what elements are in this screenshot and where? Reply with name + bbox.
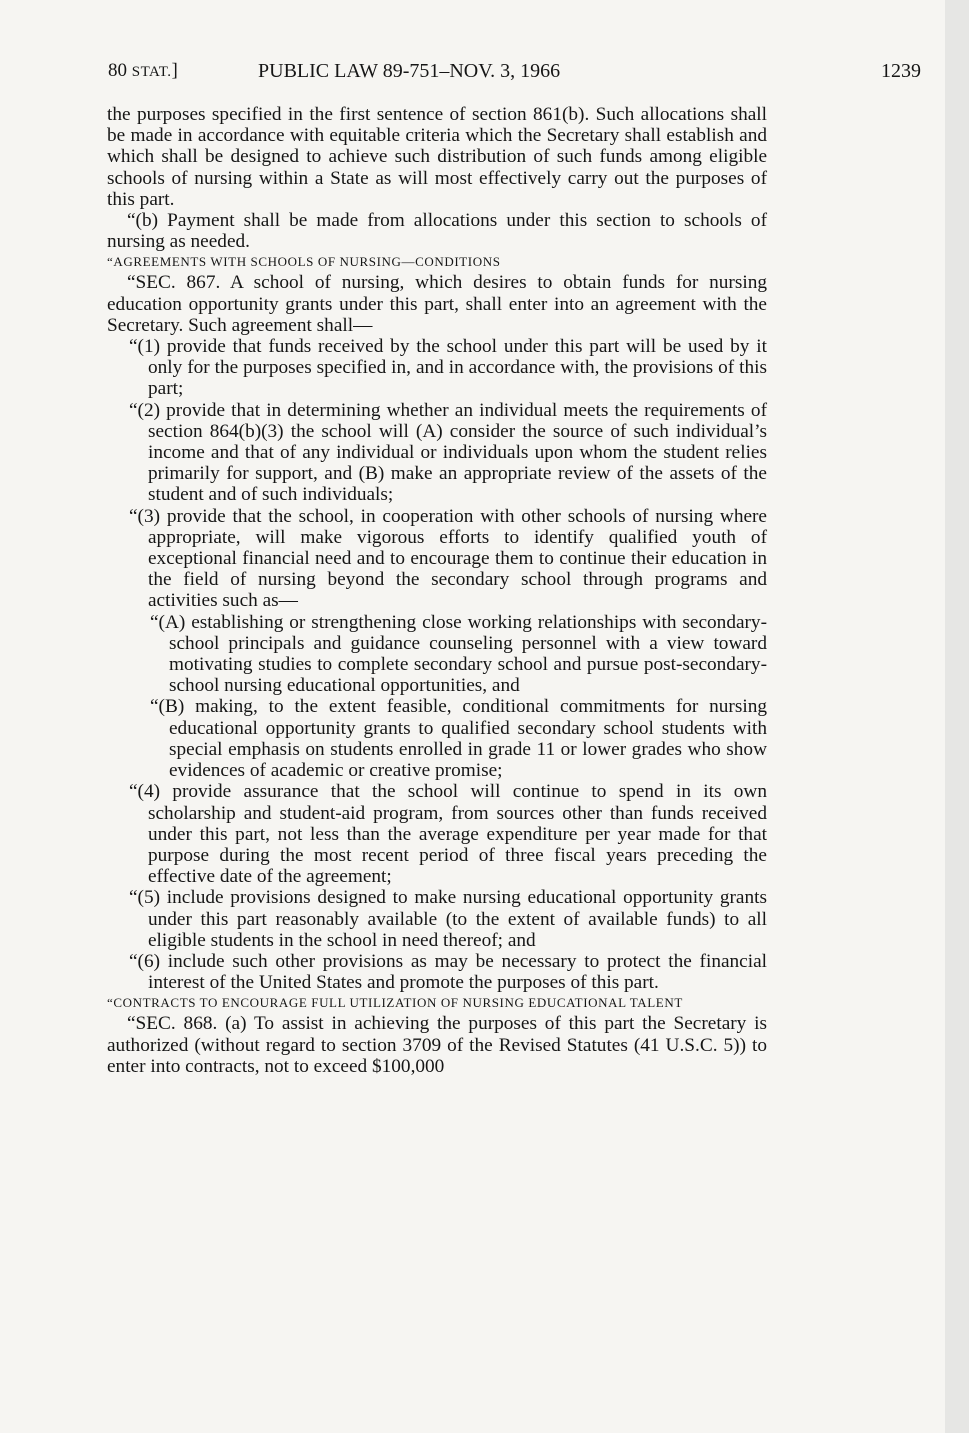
header-citation [108,60,178,82]
section-868-text: “SEC. 868. (a) To assist in achieving the purposes of this part the Secretary is authorized (without regard to section 3709 of the Revised Statutes (41 U.S.C. 5)) to enter into contracts, not to exceed $100,000 [107,1013,767,1077]
clause-3a: “(A) establishing or strengthening close working relationships with secondary-school principals and guidance counseling personnel with a view toward motivating studies to complete secondary school and pursue post-secondary-school nursing educational opportunities, and [150,611,767,697]
section-heading-agreements: “AGREEMENTS WITH SCHOOLS OF NURSING—CONDITIONS [107,254,501,270]
stat-label: STAT. [131,64,172,80]
clause-3b: “(B) making, to the extent feasible, conditional commitments for nursing educational opportunity grants to qualified secondary school students with special emphasis on students enrolled in grade 11 or lower grades who show evidences of academic or creative promise; [150,696,767,782]
paragraph-allocations: the purposes specified in the first sentence of section 861(b). Such allocations shall be made in accordance with equitable criteria which the Secretary shall establish and which shall be designed to achieve such distribution of such funds among eligible schools of nursing within a State as will most effectively carry out the purposes of this part. [107,104,767,210]
section-867-intro: “SEC. 867. A school of nursing, which desires to obtain funds for nursing education opportunity grants under this part, shall enter into an agreement with the Secretary. Such agreement shall— [107,272,767,336]
bleed-note-3 [795,664,905,676]
header-title: PUBLIC LAW 89-751–NOV. 3, 1966 [258,60,561,82]
header-bracket: ] [171,60,178,81]
bleed-note-1 [795,460,905,472]
clause-4: “(4) provide assurance that the school will continue to spend in its own scholarship and student-aid program, from sources other than funds received under this part, not less than the average expenditure per year made for that purpose during the most recent period of three fiscal years preceding the effective date of the agreement; [129,781,767,888]
clause-5: “(5) include provisions designed to make nursing educational opportunity grants under this part reasonably available (to the extent of available funds) to all eligible students in the school in need thereof; and [129,887,767,951]
bleed-note-2 [795,562,905,574]
section-heading-contracts: “CONTRACTS TO ENCOURAGE FULL UTILIZATION OF NURSING EDUCATIONAL TALENT [107,995,683,1011]
clause-2: “(2) provide that in determining whether an individual meets the requirements of section 864(b)(3) the school will (A) consider the source of such individual’s income and that of any individual or individuals upon whom the student relies primarily for support, and (B) make an appropriate review of the assets of the student and of such individuals; [129,399,767,506]
volume-number: 80 [108,60,127,81]
paragraph-payment: “(b) Payment shall be made from allocations under this section to schools of nursing as needed. [107,210,767,253]
clause-6: “(6) include such other provisions as may be necessary to protect the financial interest of the United States and promote the purposes of this part. [129,950,767,994]
page-number: 1239 [881,60,921,82]
clause-3: “(3) provide that the school, in cooperation with other schools of nursing where appropriate, will make vigorous efforts to identify qualified youth of exceptional financial need and to encourage them to continue their education in the field of nursing beyond the secondary school through programs and activities such as— [129,505,767,612]
bleed-through-margin-notes [795,460,905,766]
page-body [107,104,767,1077]
clause-1: “(1) provide that funds received by the school under this part will be used by it only for the purposes specified in, and in accordance with, the provisions of this part; [129,336,767,400]
running-header [108,60,921,88]
